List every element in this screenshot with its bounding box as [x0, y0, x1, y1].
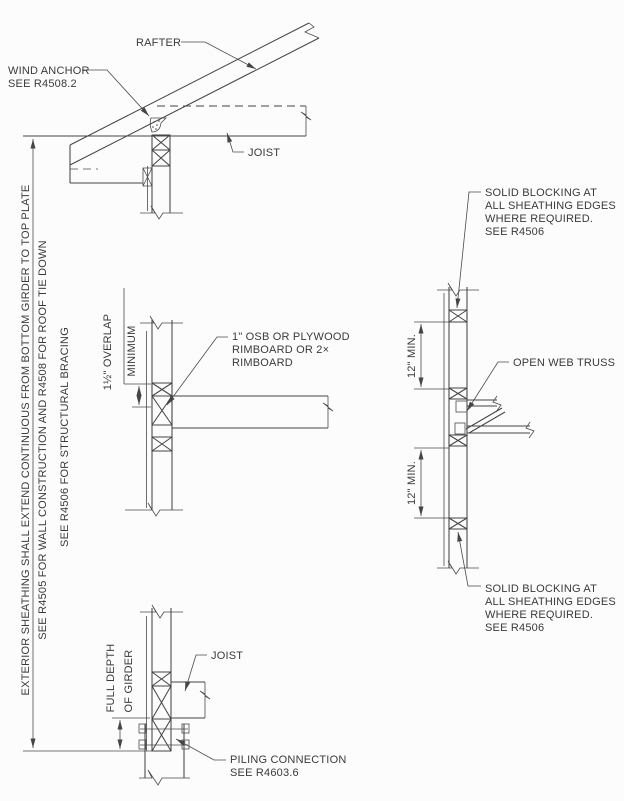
wind-anchor-leader-line: [82, 70, 149, 116]
solid-blocking-x-bottom: [449, 518, 467, 529]
truss-blocking-x-lower: [449, 435, 467, 446]
min-label-top: 12" MIN.: [406, 333, 418, 379]
rimboard-label-1: 1" OSB OR PLYWOOD: [232, 331, 350, 343]
piling-break-symbol: [139, 770, 190, 785]
rim-detail: [102, 288, 350, 516]
full-depth-label-2: OF GIRDER: [123, 649, 135, 713]
girder-x-lower: [152, 719, 171, 751]
left-notes-and-dimension: [20, 139, 171, 751]
rim-blocking-x-lower: [152, 437, 172, 451]
joist-end-break: [200, 682, 210, 718]
rimboard-label-2: RIMBOARD OR 2×: [232, 344, 330, 356]
joist-lines: [172, 396, 328, 428]
joist-end-break: [301, 106, 311, 136]
joist-leader-line-bottom: [185, 655, 207, 691]
plate-blocking-x: [152, 672, 171, 686]
bolt-washer: [182, 724, 189, 733]
rafter-label: RAFTER: [136, 37, 182, 49]
truss-bearing-block-lower: [455, 423, 465, 434]
truss-web-diagonal: [466, 408, 505, 433]
eave-detail: [8, 23, 319, 219]
rimboard-leader-line: [167, 337, 228, 405]
open-web-truss-label: OPEN WEB TRUSS: [513, 357, 616, 369]
blocking-bottom-label-2: ALL SHEATHING EDGES: [485, 596, 616, 608]
wind-anchor-label-2: SEE R4508.2: [8, 78, 77, 90]
wall-break-symbol-top: [437, 283, 479, 296]
solid-blocking-x-top: [449, 310, 467, 322]
rafter-end-break: [305, 23, 319, 38]
girder-detail: [105, 605, 346, 785]
rim-blocking-x-upper: [152, 383, 172, 396]
blocking-top-label-4: SEE R4506: [485, 226, 545, 238]
overlap-label-2: MINIMUM: [126, 325, 138, 377]
truss-top-chord: [467, 400, 497, 406]
wall-break-symbol-bottom: [125, 503, 183, 516]
open-web-truss-leader-line: [467, 362, 509, 411]
overlap-label-1: 1½" OVERLAP: [102, 313, 114, 391]
truss-bearing-block-upper: [456, 401, 467, 412]
note-sheathing-continuous: EXTERIOR SHEATHING SHALL EXTEND CONTINUOUS FROM BOTTOM GIRDER TO TOP PLATE: [20, 184, 32, 696]
note-see-r4506: SEE R4506 FOR STRUCTURAL BRACING: [59, 327, 71, 547]
rafter-bottom-edge: [70, 38, 319, 165]
joist-label-top: JOIST: [248, 147, 281, 159]
joist-label-bottom: JOIST: [211, 650, 244, 662]
truss-bottom-chord: [467, 426, 530, 433]
blocking-top-label-2: ALL SHEATHING EDGES: [485, 200, 616, 212]
piling-connection-label-1: PILING CONNECTION: [230, 754, 347, 766]
top-plate-x-lower: [152, 150, 170, 166]
min-label-bottom: 12" MIN.: [406, 460, 418, 506]
top-plate-x-upper: [152, 135, 170, 150]
joist-end-break: [323, 396, 333, 428]
blocking-top-label-1: SOLID BLOCKING AT: [485, 187, 598, 199]
note-see-r4505: SEE R4505 FOR WALL CONSTRUCTION AND R4508 FOR ROOF TIE DOWN: [37, 240, 49, 640]
blocking-bottom-label-4: SEE R4506: [485, 622, 545, 634]
truss-detail: [406, 187, 616, 634]
blocking-bottom-leader-line: [458, 532, 481, 586]
blocking-bottom-label-3: WHERE REQUIRED.: [485, 609, 594, 621]
blocking-bottom-label-1: SOLID BLOCKING AT: [485, 583, 598, 595]
piling-connection-label-2: SEE R4603.6: [230, 767, 299, 779]
wall-break-symbol-bottom: [437, 561, 479, 574]
blocking-top-leader-line: [457, 192, 481, 308]
joist-lines: [171, 682, 205, 718]
blocking-top-label-3: WHERE REQUIRED.: [485, 213, 594, 225]
truss-bottom-chord-break: [526, 422, 534, 438]
wall-stud-lines: [152, 166, 170, 213]
wall-stud-lines: [152, 320, 172, 510]
truss-blocking-x-upper: [449, 388, 467, 399]
wall-break-symbol-top: [140, 316, 183, 329]
wind-anchor-label-1: WIND ANCHOR: [8, 65, 90, 77]
girder-x-upper: [152, 686, 171, 719]
rafter-top-edge: [70, 23, 309, 145]
rimboard-x: [152, 396, 172, 425]
wall-stud-lines: [449, 287, 467, 568]
full-depth-label-1: FULL DEPTH: [105, 643, 117, 713]
wall-break-symbol: [140, 206, 183, 219]
wall-stud-lines: [152, 608, 171, 682]
rimboard-label-3: RIMBOARD: [232, 357, 293, 369]
